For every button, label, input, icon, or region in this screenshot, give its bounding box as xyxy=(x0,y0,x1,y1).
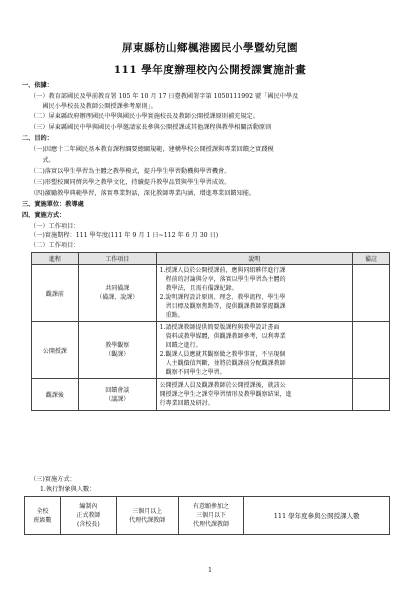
header-desc: 說明 xyxy=(156,253,352,265)
section-1-item: （二）屏東縣政府辦理國民中學與國民小學實施校長及教師公開授課原則補充規定。 xyxy=(30,113,259,120)
table-row xyxy=(32,265,390,322)
table-row xyxy=(32,322,390,379)
header-substitute-under-3m xyxy=(178,497,244,535)
row-desc-line: 重點。 xyxy=(159,312,184,319)
row-note xyxy=(353,322,390,379)
header-item: 工作項目 xyxy=(78,253,156,265)
row-desc-line: 回饋之進行。 xyxy=(159,342,202,349)
school-title: 屏東縣枋山鄉楓港國民小學暨幼兒園 xyxy=(122,42,298,54)
row-desc-line: 教學法，且需有備課紀錄。 xyxy=(159,285,238,292)
participants-label: 1.執行對象與人數： xyxy=(40,486,96,493)
row-item xyxy=(78,265,156,322)
header-line: 三個月以上 xyxy=(132,507,163,515)
header-line: 有意願參加之 xyxy=(192,503,229,510)
row-desc-line: 開授課之學生之課堂學習情形及教學觀察結果，進 xyxy=(159,391,292,398)
section-2-heading: 二、目的： xyxy=(22,135,53,142)
header-formal-teachers xyxy=(60,497,116,535)
row-item xyxy=(78,322,156,379)
row-stage: 觀課前 xyxy=(32,265,79,322)
row-desc-line: 行專業回饋及研討。 xyxy=(159,400,214,407)
header-line: 編制內 xyxy=(79,503,98,510)
header-note: 備註 xyxy=(353,253,390,265)
participants-table xyxy=(24,496,390,535)
section-1-item: （一）教育部國民及學前教育署 105 年 10 月 17 日臺教國署字第 1050111992 號「國民中學及 xyxy=(30,93,299,100)
table-header-row xyxy=(25,497,390,535)
section-2-item: （三)形塑校園同儕共學之教學文化，持續提升教學品質與學生學習成效。 xyxy=(30,179,231,186)
table-row xyxy=(32,379,390,411)
row-desc-line: 2.觀課人員應就其觀察做之教學事實，不呈現個 xyxy=(159,351,286,358)
header-class-count xyxy=(25,497,61,535)
header-line: 班級數 xyxy=(33,516,52,524)
header-line: (含校長) xyxy=(76,521,100,528)
method-label: （三)實施方式： xyxy=(30,476,76,483)
row-stage: 觀課後 xyxy=(32,379,79,411)
row-desc-line: 程前的討論與分享，落實以學生學習為主體的 xyxy=(159,276,286,283)
section-2-item: （四)激勵教學典範學習，落實專業對話，深化教師專業內涵，增進專業回饋知能。 xyxy=(30,190,256,197)
section-1-item: 國民小學校長及教師公開授課參考原則」。 xyxy=(30,103,157,110)
header-line: 三個月以下 xyxy=(195,512,226,519)
row-desc-line: 2.說明課程設計原則、理念、教學流程、學生學 xyxy=(159,294,286,301)
header-line: 全校 xyxy=(36,507,49,515)
header-participants: 111 學年度參與公開授課人數 xyxy=(244,497,390,535)
row-item-line: 教學觀察 xyxy=(105,342,130,349)
row-desc xyxy=(156,379,352,411)
work-items-label: （一）工作項目： xyxy=(30,223,80,230)
row-desc-line: 習目標及觀察焦點等，提供觀課教師掌握觀課 xyxy=(159,303,286,310)
row-desc xyxy=(156,322,352,379)
plan-title: 111 學年度辦理校內公開授課實施計畫 xyxy=(113,64,307,76)
row-desc-line: 觀察不同學生之學習。 xyxy=(159,369,226,376)
header-substitute-over-3m xyxy=(116,497,178,535)
header-line: 正式教師 xyxy=(76,512,101,519)
row-desc xyxy=(156,265,352,322)
work-items-label-2: （二）工作項目： xyxy=(30,242,80,249)
header-line: 代理代課教師 xyxy=(192,521,229,528)
header-stage: 進程 xyxy=(32,253,79,265)
row-note xyxy=(353,379,390,411)
row-desc-line: 人主觀價值判斷，並將於觀課前分配觀課教師 xyxy=(159,360,286,367)
section-2-item: （一)因應十二年國民基本教育課程綱要總綱規範，建構學校公開授課與專業回饋之實踐模 xyxy=(30,146,274,153)
row-item-line: 共同備課 xyxy=(105,285,130,292)
work-items-table xyxy=(31,252,390,411)
row-desc-line: 公開授課人員及觀課教師於公開授課後，就該公 xyxy=(159,382,286,389)
section-2-item: （二)落實以學生學習為主體之教學模式，提升學生學習動機與學習機會。 xyxy=(30,168,231,175)
header-line: 代理代課教師 xyxy=(129,516,166,524)
schedule-text: （一)實施期程：111 學年度(111 年 9 月 1 日~112 年 6 月 30 日) xyxy=(30,232,219,239)
row-desc-line: 資料或教學媒體，供觀課教師參考，以利專業 xyxy=(159,333,286,340)
row-item-line: （議課） xyxy=(105,395,130,403)
row-stage: 公開授課 xyxy=(32,322,79,379)
section-4-heading: 四、實施方式： xyxy=(22,212,66,219)
row-desc-line: 1.請授課教師提供簡要版課程與教學設計書面 xyxy=(159,324,280,331)
row-item-line: （備課、說課） xyxy=(96,294,139,301)
row-note xyxy=(353,265,390,322)
row-desc-line: 1.授課人員於公開授課前，應與同組夥伴進行課 xyxy=(159,267,286,274)
section-1-item: （三）屏東縣國民中學與國民小學邀請家長參與公開授課或其他課程與教學相關活動原則 xyxy=(30,124,272,131)
section-1-heading: 一、依據： xyxy=(22,82,53,89)
row-item xyxy=(78,379,156,411)
section-2-item: 式。 xyxy=(30,157,55,164)
row-item-line: （觀課） xyxy=(105,351,130,358)
row-item-line: 回饋會談 xyxy=(105,386,130,394)
page-number: 1 xyxy=(208,567,212,574)
section-3-unit: 三、實施單位：教導處 xyxy=(22,201,84,208)
table-header-row xyxy=(32,253,390,265)
